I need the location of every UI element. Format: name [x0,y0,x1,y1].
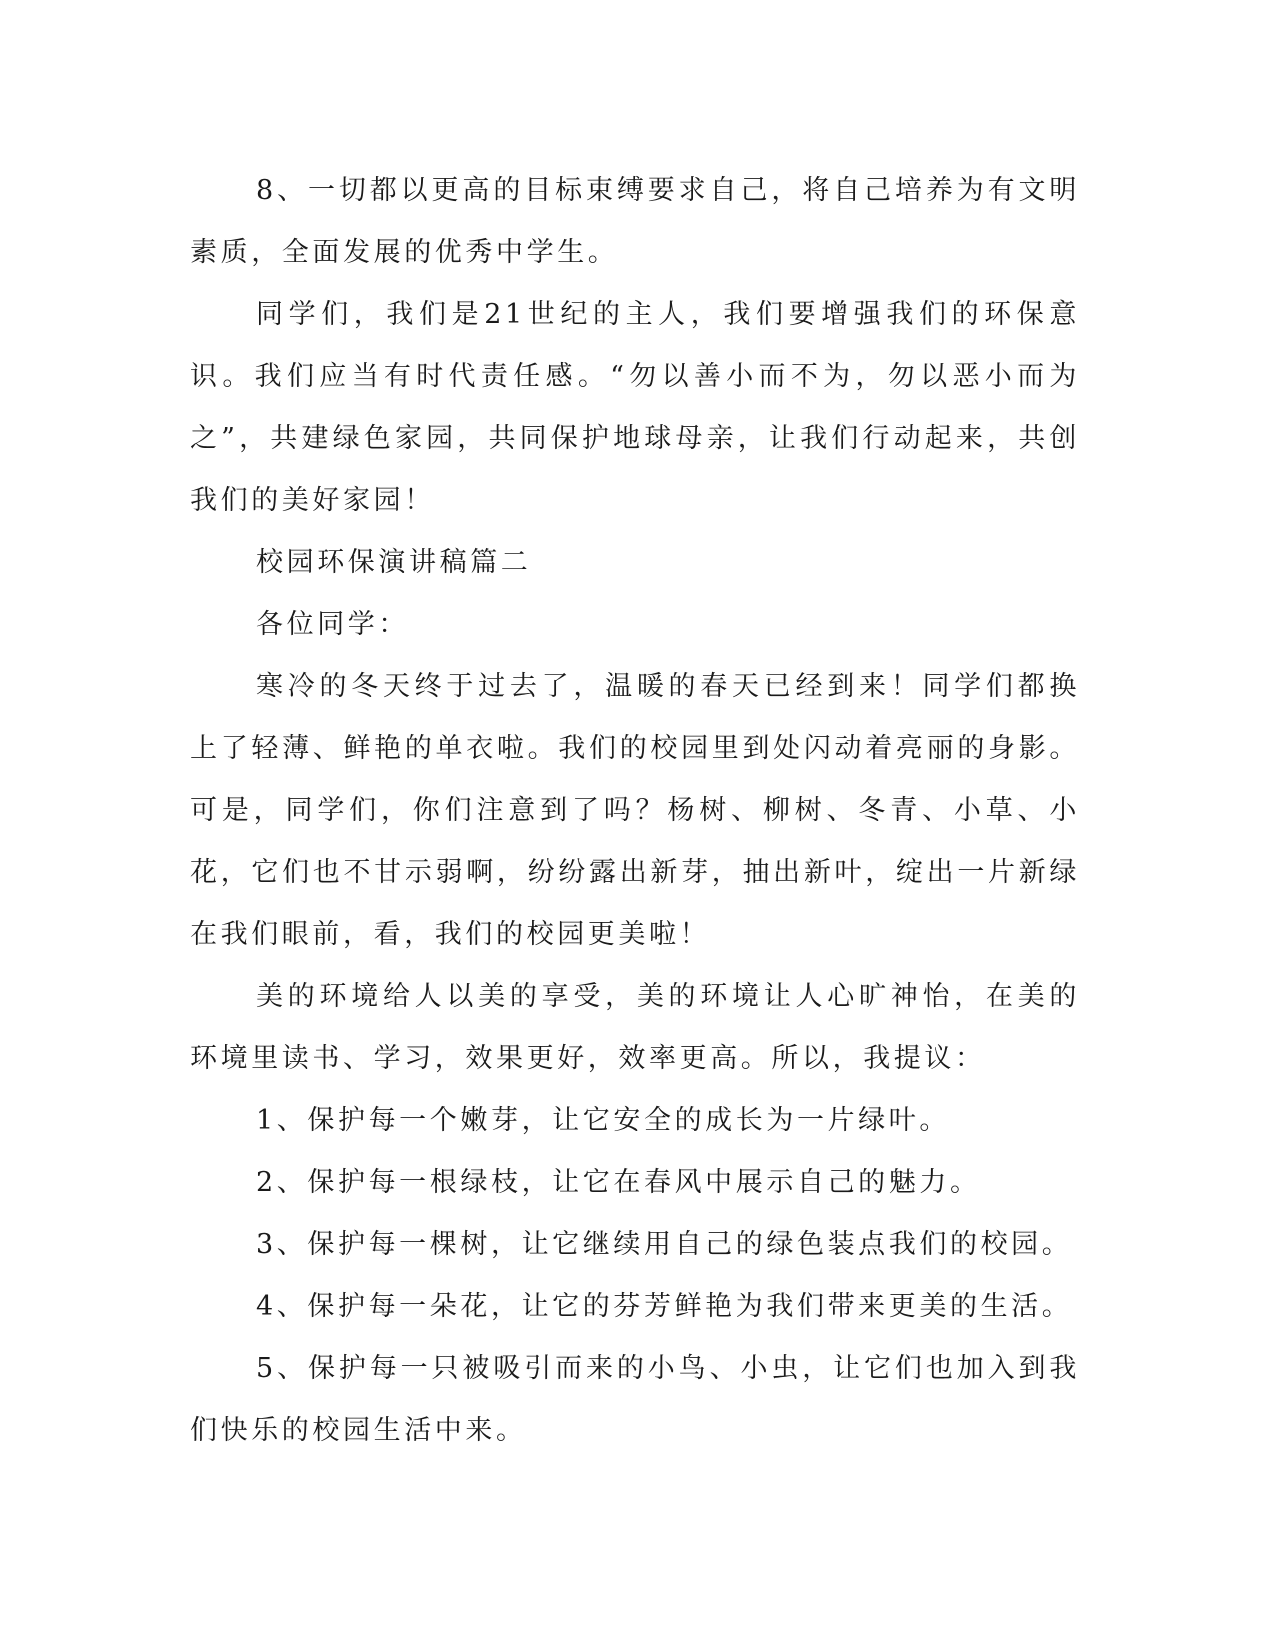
list-item-2: 2、保护每一根绿枝，让它在春风中展示自己的魅力。 [256,1167,981,1198]
salutation: 各位同学： [256,609,409,640]
paragraph-spring-intro: 寒冷的冬天终于过去了，温暖的春天已经到来！同学们都换上了轻薄、鲜艳的单衣啦。我们的校园里到处闪动着亮丽的身影。可是，同学们，你们注意到了吗？杨树、柳树、冬青、小草、小花，它们也不甘示弱啊，纷纷露出新芽，抽出新叶，绽出一片新绿在我们眼前，看，我们的校园更美啦！ [190,671,1080,950]
paragraph-proposal-intro: 美的环境给人以美的享受，美的环境让人心旷神怡，在美的环境里读书、学习，效果更好，效率更高。所以，我提议： [190,981,1080,1074]
list-item-5: 5、保护每一只被吸引而来的小鸟、小虫，让它们也加入到我们快乐的校园生活中来。 [190,1353,1080,1446]
section-title: 校园环保演讲稿篇二 [256,547,532,578]
paragraph-closing-appeal: 同学们，我们是21世纪的主人，我们要增强我们的环保意识。我们应当有时代责任感。“勿以善小而不为，勿以恶小而为之”，共建绿色家园，共同保护地球母亲，让我们行动起来，共创我们的美好家园！ [190,299,1080,516]
list-item-1: 1、保护每一个嫩芽，让它安全的成长为一片绿叶。 [256,1105,950,1136]
list-item-4: 4、保护每一朵花，让它的芬芳鲜艳为我们带来更美的生活。 [256,1291,1073,1322]
document-body [190,160,1080,1462]
paragraph-item-8: 8、一切都以更高的目标束缚要求自己，将自己培养为有文明素质，全面发展的优秀中学生。 [190,175,1080,268]
list-item-3: 3、保护每一棵树，让它继续用自己的绿色装点我们的校园。 [256,1229,1073,1260]
